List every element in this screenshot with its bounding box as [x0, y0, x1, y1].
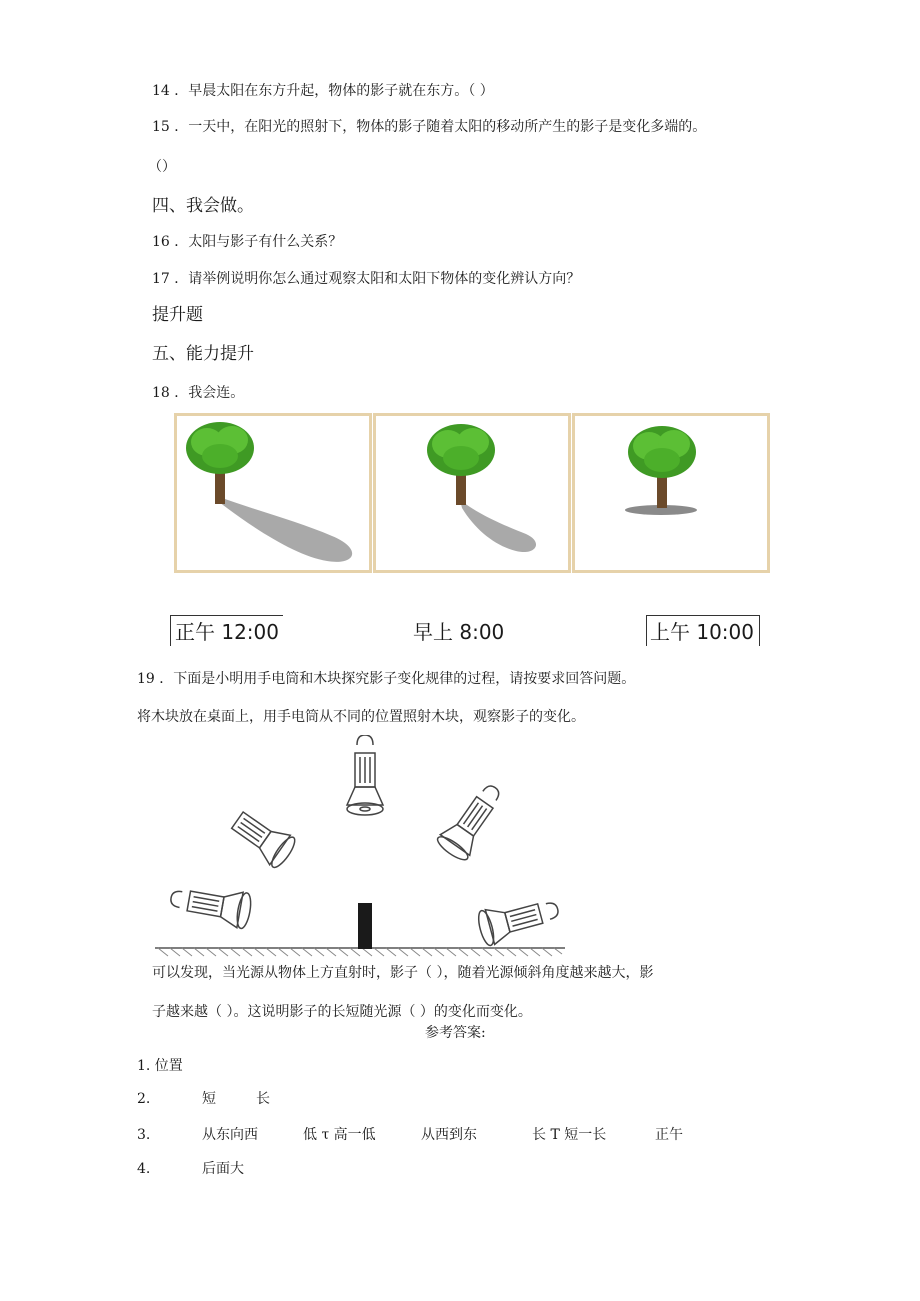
question-15: 15 ．一天中，在阳光的照射下，物体的影子随着太阳的移动所产生的影子是变化多端的。 [152, 119, 707, 135]
answer-4-number: 4. [137, 1161, 151, 1177]
tree-long-shadow-illustration [177, 416, 369, 570]
tree-picture-2 [373, 413, 571, 573]
question-16: 16 ．太阳与影子有什么关系？ [152, 234, 343, 250]
answer-1: 1. 位置 [137, 1058, 183, 1074]
tree-picture-3 [572, 413, 770, 573]
answer-4-item: 后面大 [202, 1161, 244, 1177]
section-5-heading: 五、能力提升 [152, 344, 254, 364]
flashlight-experiment-illustration [150, 735, 570, 965]
question-19-blank-line-1: 可以发现，当光源从物体上方直射时，影子（ ），随着光源倾斜角度越来越大，影 [152, 965, 654, 981]
answer-3-item: 正午 [655, 1127, 683, 1143]
tisheng-heading: 提升题 [152, 305, 203, 325]
tree-medium-shadow-illustration [376, 416, 568, 570]
tree-picture-1 [174, 413, 372, 573]
section-4-heading: 四、我会做。 [152, 196, 254, 216]
answer-3-item: 低 τ 高一低 [303, 1127, 376, 1143]
question-17: 17 ．请举例说明你怎么通过观察太阳和太阳下物体的变化辨认方向？ [152, 271, 581, 287]
question-19-blank-line-2: 子越来越（ ）。这说明影子的长短随光源（ ）的变化而变化。 [152, 1004, 532, 1020]
answer-2-number: 2. [137, 1091, 151, 1107]
answer-2-item: 长 [256, 1091, 270, 1107]
answer-2-item: 短 [202, 1091, 216, 1107]
answer-3-number: 3. [137, 1127, 151, 1143]
answer-3-item: 从东向西 [202, 1127, 258, 1143]
answer-3-item: 从西到东 [421, 1127, 477, 1143]
clock-label-morning: 早上 8:00 [413, 620, 505, 644]
answer-3-item: 长 T 短一长 [532, 1127, 607, 1143]
tree-short-shadow-illustration [575, 416, 767, 570]
question-19: 19 ．下面是小明用手电筒和木块探究影子变化规律的过程，请按要求回答问题。 [137, 671, 636, 687]
answers-title: 参考答案: [425, 1025, 486, 1041]
clock-label-noon: 正午 12:00 [175, 620, 279, 644]
clock-label-forenoon: 上午 10:00 [650, 620, 754, 644]
question-18: 18 ．我会连。 [152, 385, 245, 401]
question-19-intro: 将木块放在桌面上，用手电筒从不同的位置照射木块，观察影子的变化。 [137, 709, 585, 725]
question-15-answer-paren: （） [148, 159, 176, 175]
question-14: 14 ．早晨太阳在东方升起，物体的影子就在东方。（ ） [152, 83, 494, 99]
